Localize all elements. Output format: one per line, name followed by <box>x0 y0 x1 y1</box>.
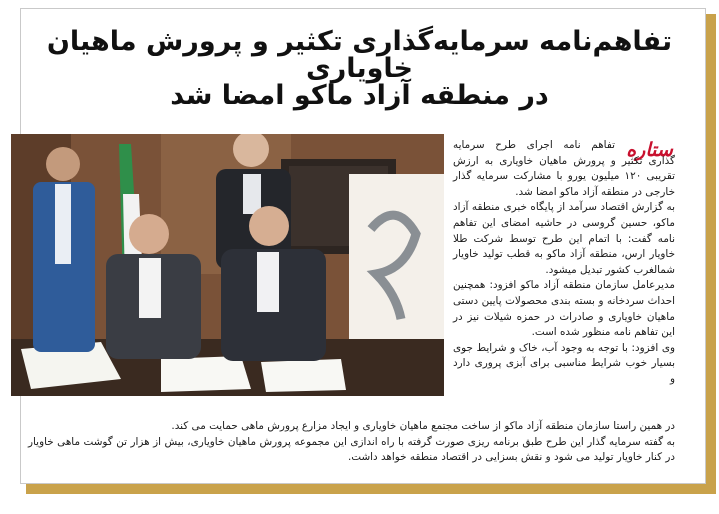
paragraph: در همین راستا سازمان منطقه آزاد ماکو از ساخت مجتمع ماهیان خاویاری و ایجاد مزارع پرورش ماهی حمایت می کند. <box>171 420 675 432</box>
news-photo <box>11 134 444 396</box>
article-full-width-text <box>28 419 675 466</box>
paragraph: به گزارش اقتصاد سرآمد از پایگاه خبری منطقه آزاد ماکو، حسین گروسی در حاشیه امضای این تفاهم نامه گفت: با اتمام این طرح توسط شرکت طلا خاویار ارس، منطقه آزاد ماکو به قطب تولید خاویار شمالغرب کشور تبدیل میشود. <box>453 201 675 276</box>
headline-line-1: تفاهم‌نامه سرمایه‌گذاری تکثیر و پرورش ماهیان خاویاری <box>46 26 673 84</box>
paragraph: وی افزود: با توجه به وجود آب، خاک و شرایط جوی بسیار خوب شرایط مناسبی برای آبزی پروری دارد و <box>453 341 675 385</box>
paragraph: تفاهم نامه اجرای طرح سرمایه گذاری تکثیر و پرورش ماهیان خاویاری به ارزش تقریبی ۱۲۰ میلیون یورو با مشارکت سرمایه گذار خارجی در منطقه آزاد ماکو امضا شد. <box>453 139 675 198</box>
paragraph: به گفته سرمایه گذار این طرح طبق برنامه ریزی صورت گرفته با راه اندازی این مجموعه پرورش ماهیان خاویاری، بیش از هزار تن گوشت ماهی خاویار در کنار خاویار تولید می شود و نقش بسزایی در اقتصاد منطقه خواهد داشت. <box>28 435 675 464</box>
headline-line-2: در منطقه آزاد ماکو امضا شد <box>170 80 549 111</box>
signing-ceremony-photo <box>11 134 444 396</box>
article-column-text <box>453 138 675 388</box>
source-logo: ستاره <box>626 139 673 161</box>
paragraph: مدیرعامل سازمان منطقه آزاد ماکو افزود: همچنین احداث سردخانه و بسته بندی محصولات پایین دستی ماهیان خاویاری و صادرات در حمزه شیلات نیز در این تفاهم نامه منظور شده است. <box>453 279 675 339</box>
